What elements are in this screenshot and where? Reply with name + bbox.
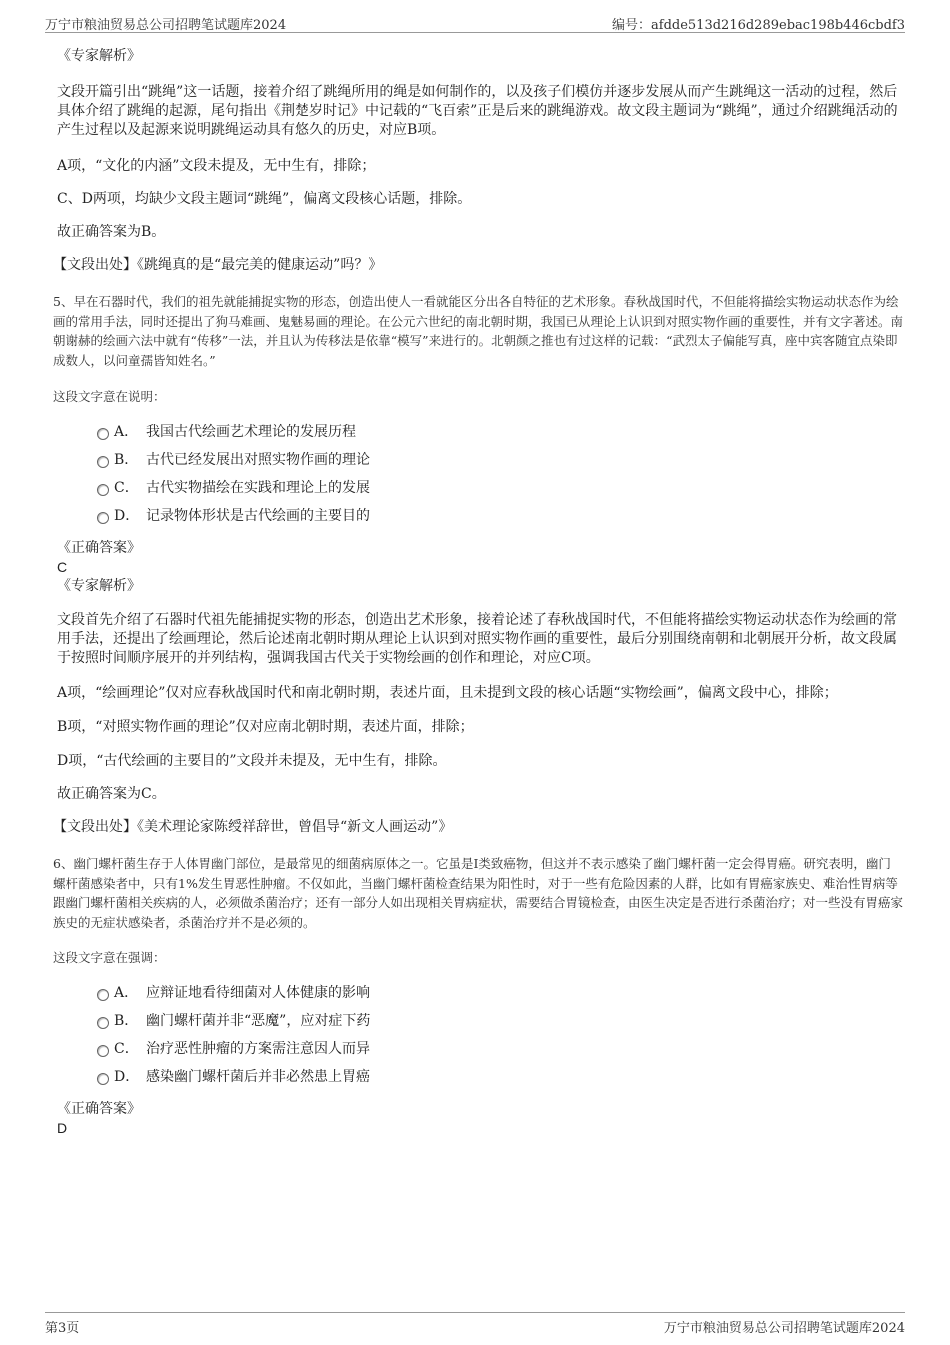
q5-options — [57, 418, 903, 530]
q5-source: 【文段出处】《美术理论家陈绶祥辞世，曾倡导“新文人画运动”》 — [53, 819, 453, 835]
radio-icon[interactable] — [97, 989, 109, 1001]
q5-conclusion: 故正确答案为C。 — [57, 786, 166, 802]
q6-question-text: 6、幽门螺杆菌生存于人体胃幽门部位，是最常见的细菌病原体之一。它虽是I类致癌物，但这并不表示感染了幽门螺杆菌一定会得胃癌。研究表明，幽门螺杆菌感染者中，只有1%发生胃恶性肿瘤。不仅如此，当幽门螺杆菌检查结果为阳性时，对于一些有危险因素的人群，比如有胃癌家族史、难治性胃病等跟幽门螺杆菌相关疾病的人，必须做杀菌治疗；还有一部分人如出现相关胃病症状，需要结合胃镜检查，由医生决定是否进行杀菌治疗；对一些没有胃癌家族史的无症状感染者，杀菌治疗并不是必须的。 — [53, 856, 904, 930]
q4-source: 【文段出处】《跳绳真的是“最完美的健康运动”吗？》 — [53, 257, 383, 273]
q6-answer-label: 《正确答案》 — [57, 1101, 141, 1117]
q5-option-c[interactable]: C． 古代实物描绘在实践和理论上的发展 — [57, 474, 903, 502]
radio-icon[interactable] — [97, 1073, 109, 1085]
header-title: 万宁市粮油贸易总公司招聘笔试题库2024 — [45, 18, 287, 33]
radio-icon[interactable] — [97, 484, 109, 496]
q6-answer: D — [57, 1120, 68, 1136]
q4-point-a: A项，“文化的内涵”文段未提及，无中生有，排除； — [57, 158, 376, 174]
radio-icon[interactable] — [97, 512, 109, 524]
q6-option-d[interactable]: D． 感染幽门螺杆菌后并非必然患上胃癌 — [57, 1063, 903, 1091]
footer-title: 万宁市粮油贸易总公司招聘笔试题库2024 — [663, 1321, 905, 1336]
q5-point-a: A项，“绘画理论”仅对应春秋战国时代和南北朝时期，表述片面，且未提到文段的核心话题“实物绘画”，偏离文段中心，排除； — [57, 685, 838, 701]
q6-option-a[interactable]: A． 应辩证地看待细菌对人体健康的影响 — [57, 979, 903, 1007]
q6-options — [57, 979, 903, 1091]
page-footer — [45, 1312, 905, 1336]
document-number: 编号：afdde513d216d289ebac198b446cbdf3 — [612, 18, 905, 33]
q5-expert-label: 《专家解析》 — [57, 578, 141, 594]
q6-option-b[interactable]: B． 幽门螺杆菌并非“恶魔”，应对症下药 — [57, 1007, 903, 1035]
radio-icon[interactable] — [97, 428, 109, 440]
radio-icon[interactable] — [97, 1045, 109, 1057]
q5-point-b: B项，“对照实物作画的理论”仅对应南北朝时期，表述片面，排除； — [57, 719, 474, 735]
q5-analysis: 文段首先介绍了石器时代祖先能捕捉实物的形态，创造出艺术形象，接着论述了春秋战国时代，不但能将描绘实物运动状态作为绘画的常用手法，还提出了绘画理论，然后论述南北朝时期从理论上认识到对照实物作画的重要性，最后分别围绕南朝和北朝展开分析，故文段属于按照时间顺序展开的并列结构，强调我国古代关于实物绘画的创作和理论，对应C项。 — [57, 612, 897, 666]
q4-conclusion: 故正确答案为B。 — [57, 224, 166, 240]
page-number: 第3页 — [45, 1321, 80, 1336]
radio-icon[interactable] — [97, 1017, 109, 1029]
page-content — [53, 40, 904, 1137]
q4-point-cd: C、D两项，均缺少文段主题词“跳绳”，偏离文段核心话题，排除。 — [57, 191, 472, 207]
page-header — [45, 12, 905, 33]
q5-option-b[interactable]: B． 古代已经发展出对照实物作画的理论 — [57, 446, 903, 474]
q5-prompt: 这段文字意在说明： — [53, 389, 166, 404]
radio-icon[interactable] — [97, 456, 109, 468]
q5-answer: C — [57, 559, 68, 575]
q5-question-text: 5、早在石器时代，我们的祖先就能捕捉实物的形态，创造出使人一看就能区分出各自特征的艺术形象。春秋战国时代，不但能将描绘实物运动状态作为绘画的常用手法，同时还提出了狗马难画、鬼魅易画的理论。在公元六世纪的南北朝时期，我国已从理论上认识到对照实物作画的重要性，并有文字著述。南朝谢赫的绘画六法中就有“传移”一法，并且认为传移法是依靠“模写”来进行的。北朝颜之推也有过这样的记载：“武烈太子偏能写真，座中宾客随宜点染即成数人，以问童孺皆知姓名。” — [53, 294, 904, 368]
q6-prompt: 这段文字意在强调： — [53, 950, 166, 965]
q5-option-d[interactable]: D． 记录物体形状是古代绘画的主要目的 — [57, 502, 903, 530]
q4-expert-label: 《专家解析》 — [57, 48, 141, 64]
q5-option-a[interactable]: A． 我国古代绘画艺术理论的发展历程 — [57, 418, 903, 446]
q6-option-c[interactable]: C． 治疗恶性肿瘤的方案需注意因人而异 — [57, 1035, 903, 1063]
q5-point-d: D项，“古代绘画的主要目的”文段并未提及，无中生有，排除。 — [57, 753, 447, 769]
q4-analysis: 文段开篇引出“跳绳”这一话题，接着介绍了跳绳所用的绳是如何制作的，以及孩子们模仿并逐步发展从而产生跳绳这一活动的过程，然后具体介绍了跳绳的起源，尾句指出《荆楚岁时记》中记载的“飞百索”正是后来的跳绳游戏。故文段主题词为“跳绳”，通过介绍跳绳活动的产生过程以及起源来说明跳绳运动具有悠久的历史，对应B项。 — [57, 84, 898, 138]
q5-answer-label: 《正确答案》 — [57, 540, 141, 556]
